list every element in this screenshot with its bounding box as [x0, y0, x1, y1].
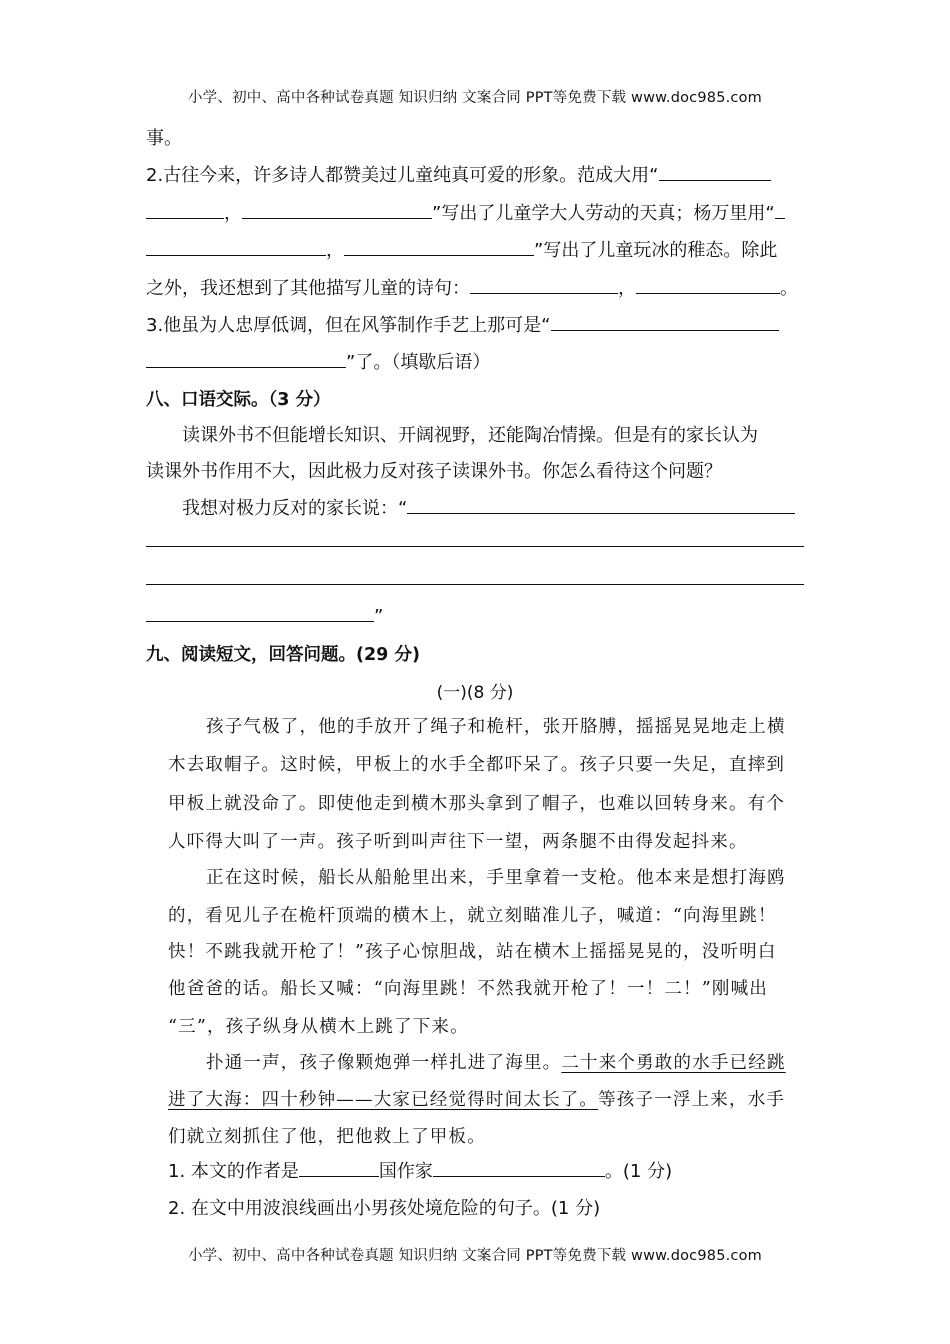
- passage-line: 的，看见儿子在桅杆顶端的横木上，就立刻瞄准儿子，喊道：“向海里跳！: [168, 906, 777, 926]
- comma: ，: [224, 203, 242, 224]
- question-9-2: 2. 在文中用波浪线画出小男孩处境危险的句子。(1 分): [168, 1198, 601, 1219]
- answer-blank[interactable]: [659, 162, 771, 181]
- answer-blank[interactable]: [407, 495, 795, 514]
- passage-line: 快！不跳我就开枪了！”孩子心惊胆战，站在横木上摇摇晃晃的，没听明白: [168, 942, 777, 962]
- passage-line: [168, 1086, 785, 1111]
- passage-line: 甲板上就没命了。即使他走到横木那头拿到了帽子，也难以回转身来。有个: [168, 794, 786, 814]
- question-7-3-line-2: [146, 348, 490, 374]
- question-text: 1. 本文的作者是: [168, 1161, 299, 1182]
- answer-blank[interactable]: [433, 1158, 605, 1177]
- question-7-2-line-4: [146, 274, 798, 300]
- page-header: 小学、初中、高中各种试卷真题 知识归纳 文案合同 PPT等免费下载 www.doc985.com: [187, 90, 763, 106]
- question-7-3-line-1: [146, 311, 779, 337]
- section-9-title: 九、阅读短文，回答问题。(29 分): [146, 645, 420, 665]
- answer-blank[interactable]: [344, 237, 534, 256]
- section-8-paragraph-line-2: 读课外书作用不大，因此极力反对孩子读课外书。你怎么看待这个问题？: [146, 461, 722, 482]
- section-8-prompt: 我想对极力反对的家长说：“: [182, 498, 408, 519]
- answer-blank[interactable]: [146, 200, 224, 219]
- comma: ，: [618, 278, 636, 299]
- answer-blank[interactable]: [551, 312, 779, 331]
- question-7-2-line-1: [146, 161, 771, 187]
- passage-line: “三”，孩子纵身从横木上跳了下来。: [168, 1017, 469, 1037]
- passage-text: 扑通一声，孩子像颗炮弹一样扎进了海里。: [206, 1053, 562, 1073]
- answer-blank[interactable]: [146, 237, 326, 256]
- passage-line: 人吓得大叫了一声。孩子听到叫声往下一望，两条腿不由得发起抖来。: [168, 832, 748, 852]
- question-text: 。(1 分): [604, 1161, 673, 1182]
- passage-line: [206, 1049, 786, 1074]
- answer-blank[interactable]: [470, 275, 618, 294]
- underlined-sentence: 二十来个勇敢的水手已经跳: [561, 1053, 786, 1073]
- passage-line: 正在这时候，船长从船舱里出来，手里拿着一支枪。他本来是想打海鸥: [206, 868, 786, 888]
- section-8-prompt-line: [182, 494, 795, 520]
- passage-text: 等孩子一浮上来，水手: [598, 1090, 786, 1110]
- answer-blank[interactable]: [146, 349, 346, 368]
- passage-line: 们就立刻抓住了他，把他救上了甲板。: [168, 1127, 486, 1147]
- answer-line[interactable]: [146, 584, 804, 585]
- question-9-1: [168, 1157, 672, 1183]
- answer-blank[interactable]: [299, 1158, 379, 1177]
- question-7-2-text: ”写出了儿童学大人劳动的天真；杨万里用“: [432, 203, 775, 224]
- question-7-2-text: 之外，我还想到了其他描写儿童的诗句：: [146, 278, 470, 299]
- page-footer: 小学、初中、高中各种试卷真题 知识归纳 文案合同 PPT等免费下载 www.doc985.com: [187, 1248, 763, 1264]
- section-8-title: 八、口语交际。（3 分）: [146, 390, 331, 410]
- underlined-sentence: 进了大海：四十秒钟——大家已经觉得时间太长了。: [168, 1090, 599, 1110]
- reading-part-title: (一)(8 分): [436, 683, 514, 703]
- comma: ，: [326, 240, 344, 261]
- answer-blank[interactable]: [636, 275, 780, 294]
- question-7-2-line-2: [146, 199, 785, 225]
- answer-blank[interactable]: [242, 200, 432, 219]
- question-7-2-line-3: [146, 236, 777, 262]
- carry-over-text: 事。: [146, 128, 182, 149]
- section-8-last-answer-line: [146, 603, 383, 627]
- answer-line[interactable]: [146, 546, 804, 547]
- answer-blank[interactable]: [775, 200, 785, 219]
- question-7-2-text: ”写出了儿童玩冰的稚态。除此: [534, 240, 778, 261]
- passage-line: 他爸爸的话。船长又喊：“向海里跳！不然我就开枪了！一！二！”刚喊出: [168, 979, 768, 999]
- period: 。: [780, 278, 798, 299]
- passage-line: 孩子气极了，他的手放开了绳子和桅杆，张开胳膊，摇摇晃晃地走上横: [206, 717, 786, 737]
- question-7-2-text: 2.古往今来，许多诗人都赞美过儿童纯真可爱的形象。范成大用“: [146, 165, 659, 186]
- question-7-3-text: ”了。（填歇后语）: [346, 352, 491, 373]
- question-text: 国作家: [378, 1161, 433, 1182]
- passage-line: 木去取帽子。这时候，甲板上的水手全都吓呆了。孩子只要一失足，直摔到: [168, 755, 786, 775]
- answer-blank[interactable]: [146, 603, 374, 622]
- question-7-3-text: 3.他虽为人忠厚低调，但在风筝制作手艺上那可是“: [146, 315, 551, 336]
- closing-quote: ”: [374, 606, 384, 627]
- section-8-paragraph-line-1: 读课外书不但能增长知识、开阔视野，还能陶冶情操。但是有的家长认为: [182, 425, 758, 446]
